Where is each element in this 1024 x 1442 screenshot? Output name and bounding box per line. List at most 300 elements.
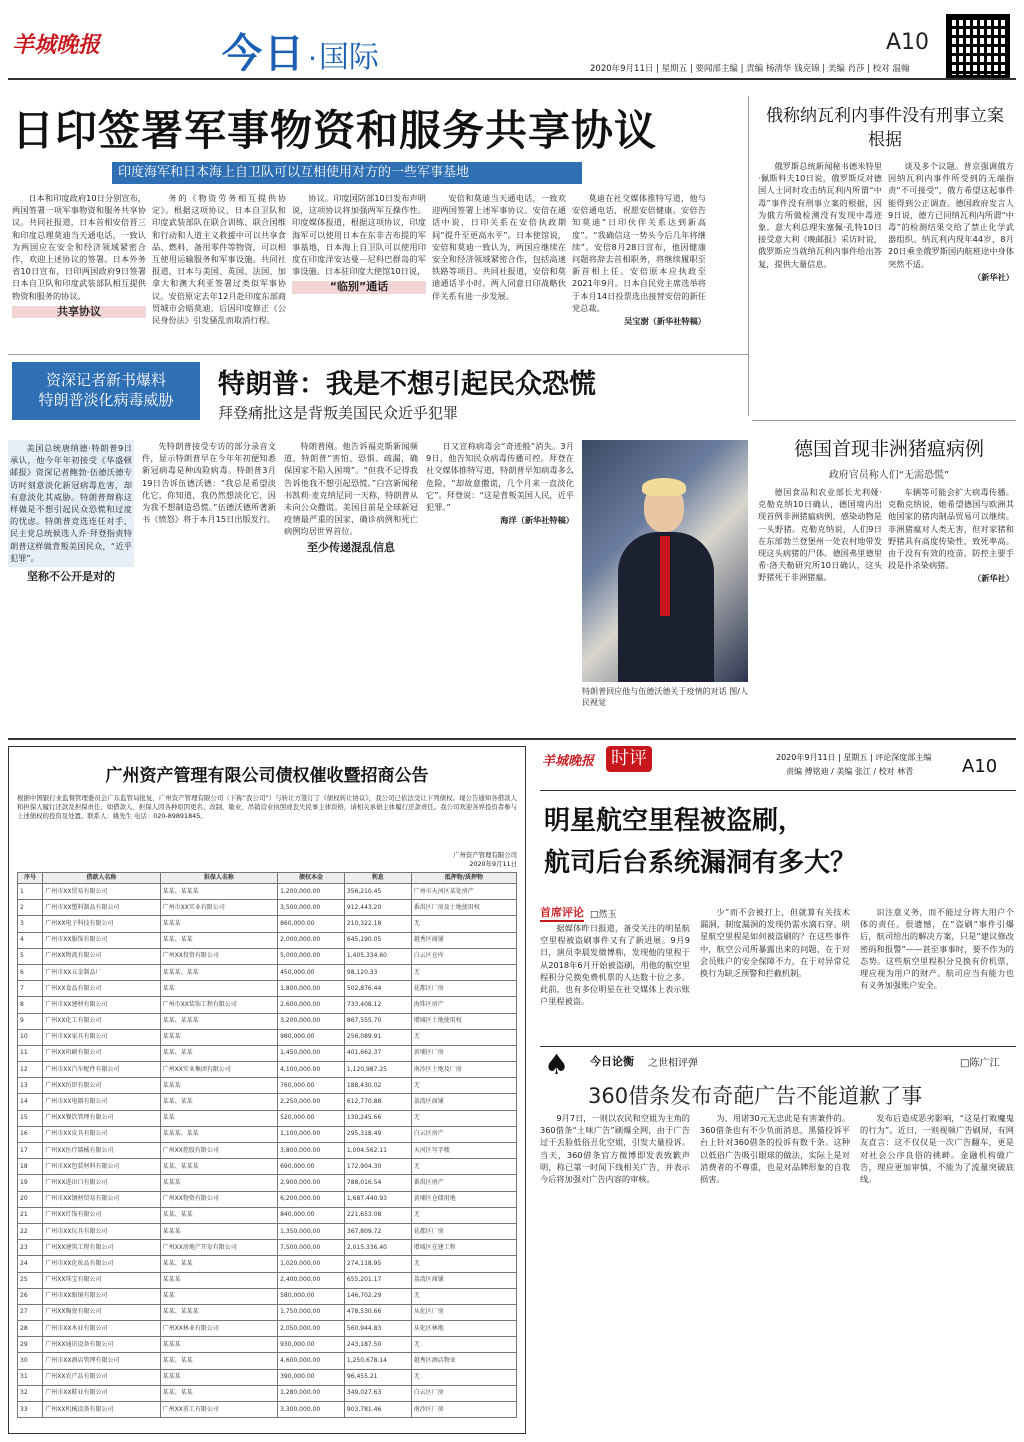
- table-cell: 860,000.00: [278, 916, 345, 932]
- table-cell: 221,653.08: [344, 1207, 411, 1223]
- table-cell: 22: [18, 1223, 43, 1239]
- table-cell: 某某、某某: [160, 1207, 277, 1223]
- lead-subtitle: 印度海军和日本海上自卫队可以互相使用对方的一些军事基地: [118, 165, 470, 180]
- table-cell: 390,000.00: [278, 1369, 345, 1385]
- table-cell: 478,530.66: [344, 1304, 411, 1320]
- table-cell: 广州市XX建材有限公司: [43, 997, 160, 1013]
- table-cell: 6: [18, 964, 43, 980]
- navalny-divider: [748, 96, 749, 416]
- table-cell: 502,876.44: [344, 981, 411, 997]
- trump-headline: 特朗普：我是不想引起民众恐慌: [218, 369, 596, 400]
- table-cell: 25: [18, 1272, 43, 1288]
- swine-column-2: 车辆等可能会扩大病毒传播。克勒克纳说，她希望德国与欧洲其他国家的猪肉制品贸易可以继续。非洲猪瘟对人类无害，但对家猪和野猪具有高度传染性，致死率高。由于没有有效的疫苗，防控主要手段是扑杀染病猪。 （新华社）: [888, 487, 1014, 584]
- debate-tag: 今日论衡: [590, 1055, 634, 1068]
- table-row: [18, 1385, 517, 1401]
- table-cell: 无: [411, 1110, 516, 1126]
- lead-column-5: 莫迪在社交媒体推特写道，他与安倍通电话，祝愿安倍健康。安倍告知莫迪“日印伙伴关系达到新高度”。“我确信这一势头今后几年将继续”。安倍8月28日宣布，他因健康问题将辞去首相职务，将继续履职至新首相上任。安倍原本应执政至2021年9月。日本自民党主席选举将于本月14日投票选出接替安倍的新任党总裁。 吴宝澍（新华社特稿）: [572, 193, 706, 327]
- table-cell: 广州XX珠宝有限公司: [43, 1272, 160, 1288]
- table-cell: 某某某: [160, 916, 277, 932]
- lead-column-1: 日本和印度政府10日分别宣布，两国签署一项军事物资和服务共享协议。共同社报道，日本首相安倍晋三和印度总理莫迪当天通电话，一致认为两国应在安全和经济领域紧密合作，欢迎上述协议的签署。日本外务省10日宣布，日印两国政府9日签署日本自卫队和印度武装部队相互提供物资和服务的协议。 共享协议: [12, 193, 146, 318]
- table-cell: 广州XX医疗器械有限公司: [43, 1143, 160, 1159]
- table-row: [18, 1143, 517, 1159]
- table-cell: 867,555.70: [344, 1013, 411, 1029]
- table-row: [18, 1223, 517, 1239]
- trump-banner: [12, 362, 200, 420]
- table-cell: 274,118.95: [344, 1256, 411, 1272]
- table-cell: 广州市XX化妆品有限公司: [43, 1256, 160, 1272]
- table-cell: 无: [411, 1078, 516, 1094]
- table-cell: 无: [411, 964, 516, 980]
- table-cell: 4: [18, 932, 43, 948]
- table-cell: 增城区土地使用权: [411, 1013, 516, 1029]
- table-cell: 27: [18, 1304, 43, 1320]
- table-cell: 广州XX餐饮管理有限公司: [43, 1110, 160, 1126]
- table-cell: 某某某: [160, 1078, 277, 1094]
- table-row: [18, 1094, 517, 1110]
- table-cell: 某某、某某某: [160, 1013, 277, 1029]
- table-cell: 天河区写字楼: [411, 1143, 516, 1159]
- table-cell: 广州XX投资有限公司: [160, 948, 277, 964]
- table-cell: 广州市XX实业有限公司: [160, 900, 277, 916]
- table-cell: 130,245.66: [344, 1110, 411, 1126]
- table-cell: 某某、某某某: [160, 1304, 277, 1320]
- table-cell: 690,000.00: [278, 1159, 345, 1175]
- table-row: [18, 900, 517, 916]
- table-cell: 广州XX灯饰有限公司: [43, 1207, 160, 1223]
- notice-signature: 广州资产管理有限公司: [453, 851, 517, 859]
- table-row: [18, 1272, 517, 1288]
- masthead-rule: [8, 78, 1016, 80]
- newspaper-logo: 羊城晚报: [12, 32, 101, 58]
- table-cell: 广州XX建筑工程有限公司: [43, 1240, 160, 1256]
- table-cell: 580,000.00: [278, 1288, 345, 1304]
- table-cell: 无: [411, 1029, 516, 1045]
- table-cell: 903,781.46: [344, 1402, 411, 1418]
- table-cell: 5: [18, 948, 43, 964]
- table-cell: 广州市XX包装材料有限公司: [43, 1159, 160, 1175]
- table-cell: 11: [18, 1045, 43, 1061]
- trump-column-1: 美国总统唐纳德·特朗普9日承认，他今年年初接受《华盛顿邮报》资深记者鲍勃·伍德沃德专访时刻意淡化新冠病毒危害，却有意淡化其威胁。特朗普辩称这样做是不想引起民众恐慌和过度的忧虑。特朗普竞选连任对手、民主党总统候选人乔·拜登指责特朗普这样做背叛美国民众，“近乎犯罪”。 坚称不公开是对的: [8, 440, 134, 734]
- table-cell: 广州市XX五金制品厂: [43, 964, 160, 980]
- table-cell: 某某: [160, 981, 277, 997]
- table-cell: 1,120,987.25: [344, 1062, 411, 1078]
- table-cell: 18: [18, 1159, 43, 1175]
- table-cell: 1,280,000.00: [278, 1385, 345, 1401]
- table-cell: 广州市XX装饰工程有限公司: [160, 997, 277, 1013]
- table-cell: 10: [18, 1029, 43, 1045]
- table-cell: 广州市XX皮具有限公司: [43, 1126, 160, 1142]
- table-row: [18, 1013, 517, 1029]
- table-cell: 1,405,334.60: [344, 948, 411, 964]
- table-cell: 930,000.00: [278, 1337, 345, 1353]
- trump-figure-tie: [660, 536, 670, 616]
- column-tag-label: 首席评论: [540, 904, 584, 922]
- commentary-author: □然玉: [590, 909, 617, 920]
- table-cell: 6,200,000.00: [278, 1191, 345, 1207]
- table-cell: 520,000.00: [278, 1110, 345, 1126]
- notice-title: 广州资产管理有限公司债权催收暨招商公告: [105, 766, 429, 786]
- lead-column-2: 务的《物资劳务相互提供协定》。根据这项协议，日本自卫队和印度武装部队在联合训练、联合国维和行动和人道主义救援中可以共享食品、燃料、备用零件等物资，可以相互使用运输服务和军事设施。共同社报道，日本与美国、英国、法国、加拿大和澳大利亚签署过类似军事协议。安倍原定去年12月赴印度东部商贸城市会晤莫迪，后因印度修正《公民身份法》引发骚乱而取消行程。: [152, 193, 286, 326]
- table-cell: 1,100,000.00: [278, 1126, 345, 1142]
- notice-table-header: [18, 873, 517, 884]
- table-cell: 1,350,000.00: [278, 1223, 345, 1239]
- notice-col-header: 借款人名称: [43, 873, 160, 884]
- table-cell: 广州XX通讯设备有限公司: [43, 1337, 160, 1353]
- navalny-column-2: 谈及多个议题。普京强调俄方因纳瓦利内事件所受到的无端指责“不可接受”，俄方希望这起事件能得到公正调查。德国政府发言人9日说，德方已同纳瓦利内所谓“中毒”的检测结果交给了禁止化学武器组织。纳瓦利内现年44岁，8月20日乘坐俄罗斯国内航班途中身体突然不适。 （新华社）: [888, 161, 1014, 282]
- table-row: [18, 1207, 517, 1223]
- table-cell: 荔湾区商铺: [411, 1272, 516, 1288]
- table-cell: 某某、某某: [160, 1045, 277, 1061]
- table-cell: 349,027.63: [344, 1385, 411, 1401]
- table-cell: 某某、某某: [160, 1353, 277, 1369]
- table-cell: 655,201.17: [344, 1272, 411, 1288]
- table-cell: 31: [18, 1369, 43, 1385]
- table-row: [18, 964, 517, 980]
- table-cell: 无: [411, 1207, 516, 1223]
- table-cell: 295,318.49: [344, 1126, 411, 1142]
- table-cell: 广州XX林业有限公司: [160, 1321, 277, 1337]
- table-cell: 白云区房产: [411, 1126, 516, 1142]
- table-cell: 243,187.50: [344, 1337, 411, 1353]
- table-cell: 4,100,000.00: [278, 1062, 345, 1078]
- lead-column-3: 协议。印度国防部10日发布声明说，这项协议将加强两军互操作性。印度媒体报道，根据这项协议，印度海军可以使用日本在东非吉布提的军事基地，日本海上自卫队可以使用印度在印度洋安达曼－尼科巴群岛的军事设施。日本驻印度大使馆10日说， “临别”通话: [292, 193, 426, 294]
- table-cell: 3,300,000.00: [278, 1402, 345, 1418]
- table-cell: 2,015,336.40: [344, 1240, 411, 1256]
- table-cell: 某某、某某: [160, 932, 277, 948]
- table-cell: 1,250,678.14: [344, 1353, 411, 1369]
- section-dot: ·: [308, 42, 317, 75]
- commentary-logo: 羊城晚报: [542, 754, 595, 769]
- table-row: [18, 1353, 517, 1369]
- table-cell: 5,000,000.00: [278, 948, 345, 964]
- notice-col-header: 利息: [344, 873, 411, 884]
- table-cell: 1,450,000.00: [278, 1045, 345, 1061]
- table-cell: 某某某: [160, 1029, 277, 1045]
- table-cell: 广州市XX贸易有限公司: [43, 884, 160, 900]
- table-row: [18, 1288, 517, 1304]
- table-row: [18, 1304, 517, 1320]
- table-cell: 黄埔区仓储用地: [411, 1191, 516, 1207]
- table-cell: 3,800,000.00: [278, 1143, 345, 1159]
- section-today: 今日: [222, 31, 306, 77]
- trump-photo: [582, 440, 748, 682]
- table-row: [18, 1045, 517, 1061]
- table-cell: 广州XX实业集团有限公司: [160, 1062, 277, 1078]
- table-cell: 7,500,000.00: [278, 1240, 345, 1256]
- qr-code-image: [946, 14, 1010, 78]
- table-cell: 越秀区酒店物业: [411, 1353, 516, 1369]
- table-cell: 612,770.88: [344, 1094, 411, 1110]
- table-cell: 广州市XX玩具有限公司: [43, 1223, 160, 1239]
- table-row: [18, 884, 517, 900]
- table-cell: 172,904.30: [344, 1159, 411, 1175]
- table-cell: 无: [411, 1159, 516, 1175]
- table-cell: 401,662.37: [344, 1045, 411, 1061]
- swine-subtitle: 政府官员称人们“无需恐慌”: [828, 470, 950, 481]
- table-cell: 荔湾区商铺: [411, 1094, 516, 1110]
- trump-column-3: 特朗普刚。他告诉福克斯新闻频道，特朗普“害怕、恐惧、疏漏，确保国家不陷入困境”。“但我不记得我告诉他我不想引起恐慌。”白宫新闻秘书凯莉·麦克纳尼同一天称，特朗普从未向公众撒谎。美国目前是全球新冠疫情最严重的国家，确诊病例和死亡病例均居世界首位。 至少传递混乱信息: [284, 441, 418, 554]
- table-row: [18, 948, 517, 964]
- table-cell: 无: [411, 1337, 516, 1353]
- table-row: [18, 1126, 517, 1142]
- table-cell: 14: [18, 1094, 43, 1110]
- commentary-column-3: 识注意义务，而不能过分将大用户个体的责任。很遗憾，在“盗刷”事件引爆后，航司给出的解决方案，只是“建议修改密码和报警”——甚至事事时，要不作为的态势。这些航空里程积分兑换有价机票，理应视为用户的财产。航司应当有能力也有义务加强账户安全。: [860, 907, 1014, 991]
- table-cell: 广州市XX鞋业有限公司: [43, 1385, 160, 1401]
- table-cell: 210,322.18: [344, 916, 411, 932]
- table-cell: 从化区厂房: [411, 1304, 516, 1320]
- table-cell: 560,944.83: [344, 1321, 411, 1337]
- table-cell: 2: [18, 900, 43, 916]
- table-cell: 15: [18, 1110, 43, 1126]
- table-cell: 增城区在建工程: [411, 1240, 516, 1256]
- table-cell: 8: [18, 997, 43, 1013]
- table-cell: 广州XX重工有限公司: [160, 1402, 277, 1418]
- trump-banner-line-1: 资深记者新书爆料: [45, 371, 166, 389]
- table-cell: 4,600,000.00: [278, 1353, 345, 1369]
- lead-subhead-call: “临别”通话: [292, 281, 426, 293]
- table-cell: 广州市XX眼镜有限公司: [43, 1288, 160, 1304]
- commentary-column-tag: [540, 904, 617, 922]
- table-cell: 广州XX农产品有限公司: [43, 1369, 160, 1385]
- table-cell: 256,089.91: [344, 1029, 411, 1045]
- commentary-meta-2: 责编 傅铭迪 / 美编 张江 / 校对 林青: [786, 767, 914, 776]
- table-cell: 广州市XX汽车配件有限公司: [43, 1062, 160, 1078]
- table-cell: 32: [18, 1385, 43, 1401]
- table-cell: 广州市XX家具有限公司: [43, 1029, 160, 1045]
- table-cell: 花都区厂房: [411, 1223, 516, 1239]
- table-cell: 某某某: [160, 1337, 277, 1353]
- commentary-header-rule: [540, 790, 1016, 791]
- table-cell: 1,020,000.00: [278, 1256, 345, 1272]
- table-cell: 3,500,000.00: [278, 900, 345, 916]
- table-cell: 96,455.21: [344, 1369, 411, 1385]
- table-cell: 188,430.02: [344, 1078, 411, 1094]
- table-cell: 3: [18, 916, 43, 932]
- table-row: [18, 932, 517, 948]
- table-cell: 13: [18, 1078, 43, 1094]
- table-cell: 广州XX进出口有限公司: [43, 1175, 160, 1191]
- debate-column-2: 为，用诺30元无忠此是有害兼件的。360借条也有不少负面消息，黑猫投诉平台上针对360借条的投诉有数千条。这种以低俗广告吸引眼球的做法，实际上是对消费者的不尊重，也是对品牌形象的自我损害。: [700, 1113, 850, 1185]
- table-cell: 9: [18, 1013, 43, 1029]
- table-cell: 广州XX控股有限公司: [160, 1143, 277, 1159]
- table-cell: 广州市XX服饰有限公司: [43, 932, 160, 948]
- table-cell: 29: [18, 1337, 43, 1353]
- table-cell: 广州XX物流有限公司: [43, 948, 160, 964]
- masthead-meta: 2020年9月11日 | 星期五 | 要闻部主编 | 责编 杨清华 钱克锦 | 美编 肖莎 | 校对 温翰: [590, 64, 910, 74]
- table-cell: 黄埔区厂房: [411, 1045, 516, 1061]
- table-cell: 2,900,000.00: [278, 1175, 345, 1191]
- table-cell: 海珠区房产: [411, 997, 516, 1013]
- table-row: [18, 1256, 517, 1272]
- asset-notice: [8, 746, 526, 1434]
- table-cell: 广州市XX电器有限公司: [43, 1094, 160, 1110]
- table-cell: 某某: [160, 1288, 277, 1304]
- table-cell: 越秀区商铺: [411, 932, 516, 948]
- section-name: 国际: [318, 40, 379, 75]
- debate-tag-sub: 之世相评弹: [648, 1058, 698, 1069]
- trump-column-2: 先特朗普接受专访的部分录音文件，显示特朗普早在今年年初便知悉新冠病毒是种凶险病毒。特朗普3月19日告诉伍德沃德：“我总是希望淡化它，你知道，我仍然想淡化它，因为我不想制造恐慌。”伍德沃德所著新书《愤怒》将于本月15日出版发行。: [142, 441, 276, 525]
- table-cell: 从化区林地: [411, 1321, 516, 1337]
- lead-subtitle-banner: [112, 162, 582, 184]
- commentary-header: [534, 746, 1016, 790]
- notice-date: 2020年9月11日: [469, 860, 517, 868]
- table-cell: 645,190.05: [344, 932, 411, 948]
- table-cell: 33: [18, 1402, 43, 1418]
- table-cell: 番禺区厂房及土地使用权: [411, 900, 516, 916]
- table-cell: 20: [18, 1191, 43, 1207]
- commentary-meta-1: 2020年9月11日 | 星期五 | 评论深度部主编: [776, 753, 932, 762]
- table-row: [18, 981, 517, 997]
- debate-author: □陈广江: [960, 1058, 1000, 1069]
- card-suit-icon: ♠: [544, 1048, 570, 1081]
- table-cell: 146,702.29: [344, 1288, 411, 1304]
- commentary-column-2: 少”而不会被打上，但就算有关技术漏洞，制度漏洞的发现仍需水滴石穿。明星航空里程是如何被盗刷的？在这些事件中，航空公司所暴露出来的问题，在于对会员账户的安全保障不力，在于对异常兑换行为缺乏预警和拦截机制。: [700, 907, 850, 979]
- debate-headline: 360借条发布奇葩广告不能道歉了事: [588, 1084, 923, 1108]
- table-cell: 广州XX电子科技有限公司: [43, 916, 160, 932]
- table-cell: 788,016.54: [344, 1175, 411, 1191]
- lead-subhead-share: 共享协议: [12, 306, 146, 318]
- table-cell: 23: [18, 1240, 43, 1256]
- table-cell: 某某、某某: [160, 1256, 277, 1272]
- table-cell: 某某: [160, 1110, 277, 1126]
- lead-column-4: 安倍和莫迪当天通电话，一致欢迎两国签署上述军事协议。安倍在通话中说，日印关系在安倍执政期间“提升至更高水平”。日本使馆说，安倍和莫迪一致认为，两国应继续在安全和经济领域紧密合作，包括高速铁路等项目。共同社报道，安倍和莫迪通话半小时。两人同意日印战略伙伴关系有进一步发展。: [432, 193, 566, 301]
- notice-col-header: 抵押物/质押物: [411, 873, 516, 884]
- table-cell: 广州XX印刷有限公司: [43, 1045, 160, 1061]
- navalny-headline: 俄称纳瓦利内事件没有刑事立案根据: [766, 106, 1004, 150]
- table-cell: 南沙区厂房: [411, 1402, 516, 1418]
- table-row: [18, 1062, 517, 1078]
- table-cell: 1,004,562.11: [344, 1143, 411, 1159]
- trump-top-rule: [8, 354, 748, 355]
- table-row: [18, 997, 517, 1013]
- table-cell: 912,443.20: [344, 900, 411, 916]
- commentary-label: 时评: [606, 746, 652, 772]
- table-cell: 广州XX物资有限公司: [160, 1191, 277, 1207]
- commentary-headline-1: 明星航空里程被盗刷，: [544, 806, 805, 836]
- table-cell: 17: [18, 1143, 43, 1159]
- commentary-page-number: A10: [962, 756, 998, 777]
- swine-top-rule: [752, 420, 1016, 421]
- table-cell: 26: [18, 1288, 43, 1304]
- table-cell: 白云区厂房: [411, 1385, 516, 1401]
- table-cell: 1,800,000.00: [278, 981, 345, 997]
- debate-header: [540, 1046, 1016, 1081]
- table-cell: 广州市天河区某处房产: [411, 884, 516, 900]
- table-cell: 广州XX房地产开发有限公司: [160, 1240, 277, 1256]
- table-row: [18, 1402, 517, 1418]
- table-cell: 某某某: [160, 1272, 277, 1288]
- table-cell: 无: [411, 1288, 516, 1304]
- masthead: [0, 0, 1024, 88]
- table-cell: 450,000.00: [278, 964, 345, 980]
- section-title: [222, 22, 379, 79]
- table-cell: 无: [411, 916, 516, 932]
- table-cell: 广州XX纺织有限公司: [43, 1078, 160, 1094]
- table-row: [18, 1191, 517, 1207]
- trump-banner-line-2: 特朗普淡化病毒威胁: [38, 391, 174, 409]
- table-cell: 广州市XX木业有限公司: [43, 1321, 160, 1337]
- table-cell: 南沙区土地及厂房: [411, 1062, 516, 1078]
- table-cell: 无: [411, 1256, 516, 1272]
- notice-col-header: 序号: [18, 873, 43, 884]
- table-cell: 某某、某某: [160, 1094, 277, 1110]
- table-cell: 某某、某某某: [160, 884, 277, 900]
- table-cell: 16: [18, 1126, 43, 1142]
- table-row: [18, 1078, 517, 1094]
- table-cell: 广州XX陶瓷有限公司: [43, 1304, 160, 1320]
- table-cell: 广州市XX酒店管理有限公司: [43, 1353, 160, 1369]
- mid-page-rule: [8, 738, 1016, 740]
- notice-intro: 根据中国银行业监督管理委员会广东监管局批复，广州资产管理有限公司（下称“我公司”）与转让方签订了《债权转让协议》，我公司已依法受让下列债权。现公告通知各借款人和担保人履行还款及担保责任，如借款人、担保人因各种原因更名、改制、歇业、吊销营业执照或丧失民事主体资格，请相关承债主体履行还款责任。我公司欢迎各界投资者参与上述债权的投资及处置。联系人：姚先生 电话：020-89891845。: [17, 794, 517, 820]
- table-row: [18, 1110, 517, 1126]
- table-cell: 无: [411, 1369, 516, 1385]
- table-cell: 1,687,440.93: [344, 1191, 411, 1207]
- table-cell: 某某、某某: [160, 1385, 277, 1401]
- table-cell: 2,600,000.00: [278, 997, 345, 1013]
- table-cell: 30: [18, 1353, 43, 1369]
- table-row: [18, 1029, 517, 1045]
- table-row: [18, 1175, 517, 1191]
- table-cell: 733,408.12: [344, 997, 411, 1013]
- table-row: [18, 916, 517, 932]
- table-row: [18, 1240, 517, 1256]
- trump-byline: 海洋（新华社特稿）: [500, 515, 574, 526]
- table-cell: 7: [18, 981, 43, 997]
- table-cell: 19: [18, 1175, 43, 1191]
- table-cell: 广州XX食品有限公司: [43, 981, 160, 997]
- trump-subtitle: 拜登痛批这是背叛美国民众近乎犯罪: [218, 404, 459, 422]
- table-cell: 广州XX化工有限公司: [43, 1013, 160, 1029]
- table-cell: 某某某: [160, 1369, 277, 1385]
- swine-byline: （新华社）: [973, 573, 1014, 584]
- table-cell: 356,210.45: [344, 884, 411, 900]
- table-cell: 2,050,000.00: [278, 1321, 345, 1337]
- table-cell: 广州市XX塑料制品有限公司: [43, 900, 160, 916]
- table-cell: 367,809.72: [344, 1223, 411, 1239]
- table-cell: 21: [18, 1207, 43, 1223]
- table-cell: 1,750,000.00: [278, 1304, 345, 1320]
- commentary-column-1: 据媒体昨日报道，备受关注的明星航空里程被盗刷事件又有了新进展。9月9日，演员李晨发微博称，发现他的里程于从2018年6月开始被盗刷，用他的航空里程积分兑换免费机票的人达数十位之多。此前，也有多位明星在社交媒体上表示账户里程被盗。: [540, 923, 690, 1007]
- table-row: [18, 1369, 517, 1385]
- page-number: A10: [886, 30, 930, 55]
- table-cell: 某某某、某某: [160, 964, 277, 980]
- table-cell: 某某某、某某: [160, 1126, 277, 1142]
- trump-photo-caption: 特朗普回应他与伍德沃德关于疫情的对话 图/人民视觉: [582, 687, 748, 707]
- table-cell: 番禺区房产: [411, 1175, 516, 1191]
- trump-figure-hair: [642, 478, 686, 496]
- table-cell: 花都区厂房: [411, 981, 516, 997]
- navalny-column-1: 俄罗斯总统新闻秘书德米特里·佩斯科夫10日说，俄罗斯反对德国人士同时攻击纳瓦利内所谓“中毒”事件没有刑事立案的根据，因为俄方所做检测没有发现中毒迹象。意大利总理朱塞佩·孔特10日接受意大利《晚邮报》采访时说，俄罗斯应当就纳瓦利内事件给出答复，提供大量信息。: [758, 161, 882, 269]
- trump-column-4: 日又宣称病毒会“奇迹般”消失。3月9日，他告知民众病毒传播可控。拜登在社交媒体推特写道，特朗普早知病毒多么危险，“却故意撒谎，几个月来一直淡化它”。拜登说：“这是背叛美国人民，近乎犯罪。” 海洋（新华社特稿）: [426, 441, 574, 526]
- lead-byline: 吴宝澍（新华社特稿）: [624, 316, 706, 327]
- table-cell: 广州XX机械设备有限公司: [43, 1402, 160, 1418]
- table-cell: 840,000.00: [278, 1207, 345, 1223]
- trump-subhead-2: 至少传递混乱信息: [307, 540, 395, 554]
- debate-column-3: 发布后造成恶劣影响，“这是打败魔鬼的行为”。近日，一则视频广告刷屏，有网友直言：这不仅仅是一次广告翻车，更是对社会公序良俗的挑衅。金融机构做广告，理应更加审慎，不能为了流量突破底线。: [860, 1113, 1014, 1185]
- table-cell: 2,400,000.00: [278, 1272, 345, 1288]
- table-cell: 24: [18, 1256, 43, 1272]
- debate-column-1: 9月7日，一则以农民和空姐为主角的360借条“土味广告”刷爆全网，由于广告过于丢脸低俗丑化空姐，引发大量投诉。当天，360借条官方微博即发表致歉声明，称已第一时间下线相关广告，并表示今后将加强对广告内容的审核。: [540, 1113, 690, 1185]
- table-cell: 1: [18, 884, 43, 900]
- table-row: [18, 1321, 517, 1337]
- table-row: [18, 1159, 517, 1175]
- table-cell: 760,000.00: [278, 1078, 345, 1094]
- notice-col-header: 担保人名称: [160, 873, 277, 884]
- commentary-headline-2: 航司后台系统漏洞有多大？: [544, 848, 857, 878]
- table-cell: 某某某: [160, 1223, 277, 1239]
- table-cell: 98,120.33: [344, 964, 411, 980]
- notice-col-header: 债权本金: [278, 873, 345, 884]
